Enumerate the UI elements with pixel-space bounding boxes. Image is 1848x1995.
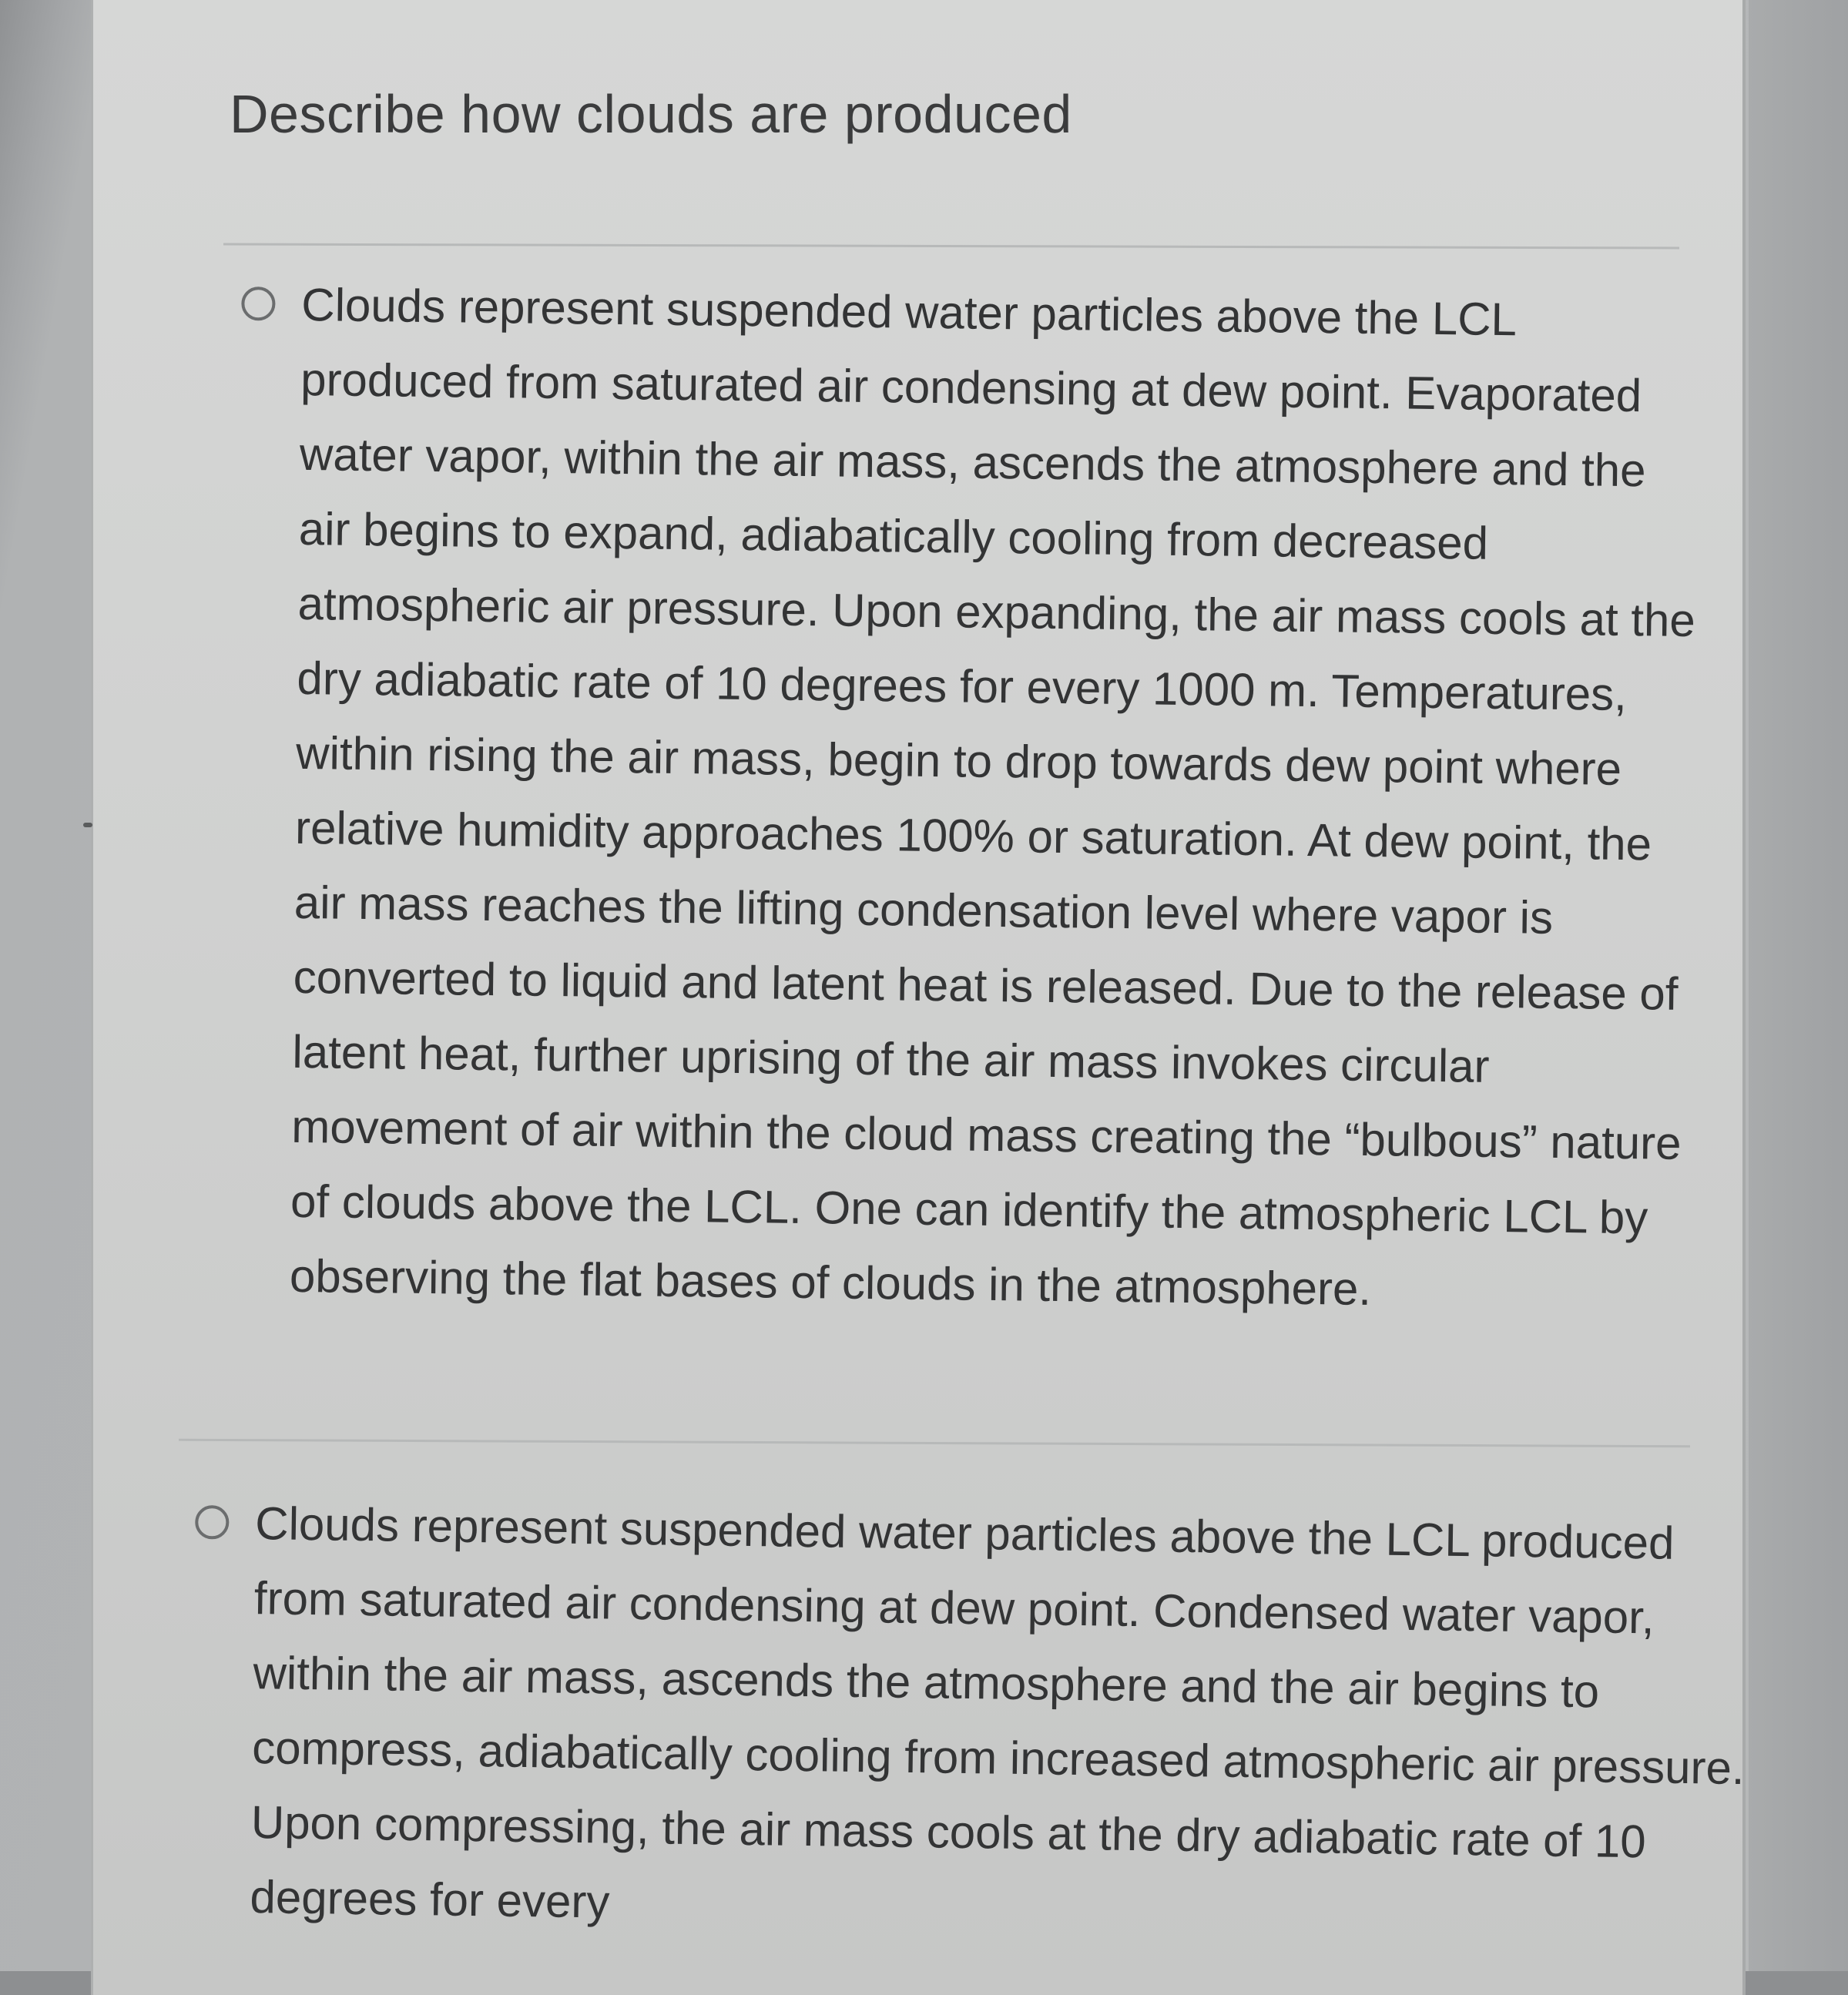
answer-option-2-text: Clouds represent suspended water particles above the LCL produced from saturated air condensing at dew point. Condensed water vapor, within the air mass, ascends the atmosphere and the air begins to compress, adiabatically cooling from increased atmospheric air pressure. Upon compressing, the air mass cools at the dry adiabatic rate of 10 degrees for every xyxy=(250,1497,1746,1928)
answer-option-1-text: Clouds represent suspended water particles above the LCL produced from saturated air condensing at dew point. Evaporated water vapor, within the air mass, ascends the atmosphere and the air begins to expand, adiabatically cooling from decreased atmospheric air pressure. Upon expanding, the air mass cools at the dry adiabatic rate of 10 degrees for every 1000 m. Temperatures, within rising the air mass, begin to drop towards dew point where relative humidity approaches 100% or saturation. At dew point, the air mass reaches the lifting condensation level where vapor is converted to liquid and latent heat is released. Due to the release of latent heat, further uprising of the air mass invokes circular movement of air within the cloud mass creating the “bulbous” nature of clouds above the LCL. One can identify the atmospheric LCL by observing the flat bases of clouds in the atmosphere. xyxy=(289,278,1696,1316)
radio-button-option-2[interactable] xyxy=(195,1505,230,1540)
answer-option-2[interactable] xyxy=(189,1485,1750,1955)
left-edge-mark xyxy=(83,823,92,827)
answer-option-1[interactable] xyxy=(229,267,1711,1330)
radio-button-option-1[interactable] xyxy=(241,287,276,321)
question-title: Describe how clouds are produced xyxy=(230,84,1072,144)
right-gutter xyxy=(1749,0,1848,1971)
